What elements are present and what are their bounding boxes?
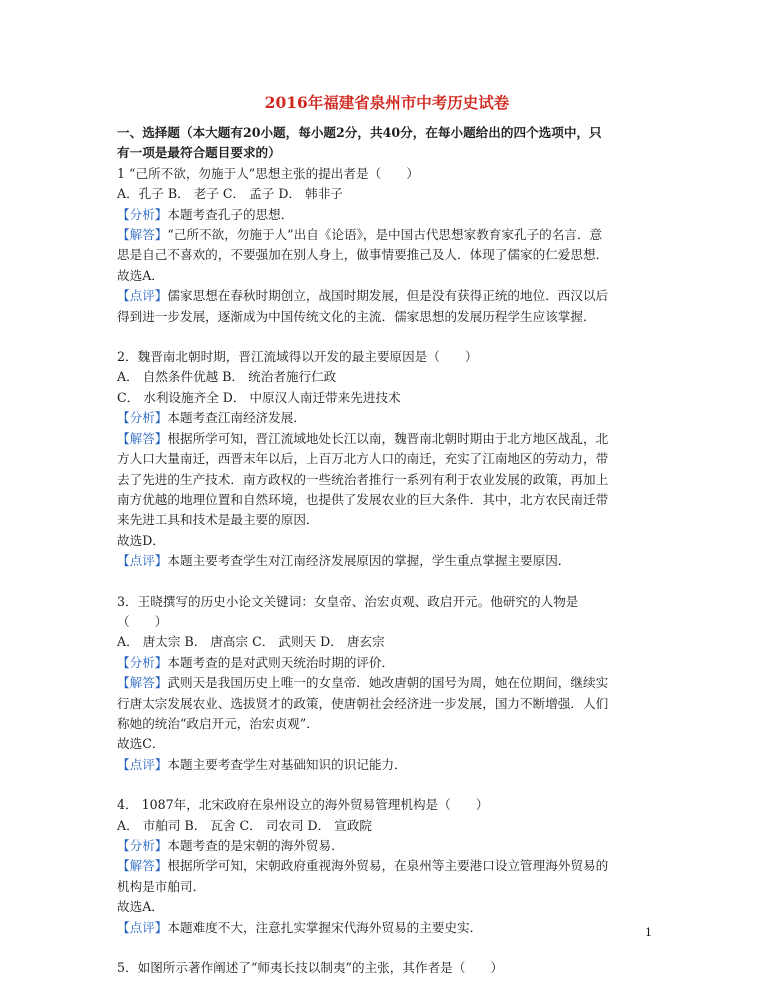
section-heading-line-2: 有一项是最符合题目要求的） (117, 145, 281, 161)
question-options: A． 市舶司 B． 瓦舍 C． 司农司 D． 宣政院 (117, 817, 373, 833)
analysis-text: 本题考查江南经济发展． (167, 410, 306, 426)
answer-tag: 【解答】 (117, 858, 168, 874)
analysis-line (117, 836, 657, 856)
answer-line (117, 510, 657, 530)
answer-text: 南方优越的地理位置和自然环境，也提供了发展农业的巨大条件．其中，北方农民南迁带 (117, 491, 609, 507)
answer-line (117, 490, 657, 510)
question-list (117, 164, 657, 958)
answer-line (117, 245, 657, 265)
comment-line (117, 755, 657, 775)
question-stem: 2．魏晋南北朝时期，晋江流域得以开发的最主要原因是（ ） (117, 349, 478, 365)
analysis-tag: 【分析】 (117, 206, 168, 222)
question-block (117, 592, 657, 796)
answer-line (117, 470, 657, 490)
comment-line (117, 307, 657, 327)
question-stem: 4． 1087年，北宋政府在泉州设立的海外贸易管理机构是（ ） (117, 797, 489, 813)
answer-line (117, 673, 657, 693)
answer-tag: 【解答】 (117, 430, 168, 446)
analysis-line (117, 205, 657, 225)
answer-line (117, 429, 657, 449)
analysis-tag: 【分析】 (117, 410, 168, 426)
comment-line (117, 286, 657, 306)
answer-text: 根据所学可知，晋江流域地处长江以南，魏晋南北朝时期由于北方地区战乱，北 (167, 430, 609, 446)
question-options: A． 唐太宗 B． 唐高宗 C． 武则天 D． 唐玄宗 (117, 634, 385, 650)
question-spacer (117, 938, 657, 958)
answer-text: 根据所学可知，宋朝政府重视海外贸易，在泉州等主要港口设立管理海外贸易的 (167, 858, 609, 874)
answer-text: 来先进工具和技术是最主要的原因． (117, 512, 319, 528)
answer-tag: 【解答】 (117, 675, 168, 691)
answer-text: 思是自己不喜欢的，不要强加在别人身上，做事情要推己及人．体现了儒家的仁爱思想． (117, 247, 609, 263)
comment-text: 得到进一步发展，逐渐成为中国传统文化的主流．儒家思想的发展历程学生应该掌握． (117, 308, 596, 324)
comment-text: 本题主要考查学生对基础知识的识记能力． (167, 756, 407, 772)
question-5-stem: 5．如图所示著作阐述了“师夷长技以制夷”的主张，其作者是（ ） (117, 960, 504, 976)
analysis-text: 本题考查的是宋朝的海外贸易． (167, 838, 344, 853)
question-options: C． 水利设施齐全 D． 中原汉人南迁带来先进技术 (117, 389, 401, 405)
comment-tag: 【点评】 (117, 288, 168, 304)
analysis-text: 本题考查孔子的思想． (167, 206, 294, 222)
question-block (117, 347, 657, 591)
comment-text: 本题主要考查学生对江南经济发展原因的掌握，学生重点掌握主要原因． (167, 553, 571, 569)
analysis-text: 本题考查的是对武则天统治时期的评价． (167, 654, 395, 670)
answer-line (117, 714, 657, 734)
page-content (117, 92, 657, 978)
answer-choice: 故选A． (117, 267, 164, 283)
section-heading-line-1: 一、选择题（本大题有20小题，每小题2分，共40分，在每小题给出的四个选项中，只 (117, 125, 602, 140)
question-block (117, 164, 657, 347)
question-stem: 1 “己所不欲，勿施于人”思想主张的提出者是（ ） (117, 165, 419, 181)
answer-line (117, 856, 657, 876)
question-options: A．孔子 B． 老子 C． 孟子 D． 韩非子 (117, 186, 343, 202)
question-spacer (117, 327, 657, 347)
answer-line (117, 449, 657, 469)
analysis-tag: 【分析】 (117, 654, 168, 670)
answer-text: 武则天是我国历史上唯一的女皇帝．她改唐朝的国号为周，她在位期间，继续实 (167, 675, 609, 691)
answer-text: 称她的统治“政启开元，治宏贞观”． (117, 715, 319, 731)
comment-text: 儒家思想在春秋时期创立，战国时期发展，但是没有获得正统的地位．西汉以后 (167, 288, 609, 304)
answer-line (117, 225, 657, 245)
answer-text: 去了先进的生产技术．南方政权的一些统治者推行一系列有利于农业发展的政策，再加上 (117, 471, 609, 487)
comment-tag: 【点评】 (117, 756, 168, 772)
question-block (117, 795, 657, 958)
question-stem: 3．王晓撰写的历史小论文关键词：女皇帝、治宏贞观、政启开元。他研究的人物是 (117, 593, 579, 609)
question-spacer (117, 775, 657, 795)
analysis-line (117, 408, 657, 428)
comment-tag: 【点评】 (117, 553, 168, 569)
comment-line (117, 918, 657, 938)
analysis-line (117, 653, 657, 673)
answer-tag: 【解答】 (117, 227, 168, 243)
answer-text: 机构是市舶司． (117, 878, 206, 894)
question-stem: （ ） (117, 613, 168, 629)
analysis-tag: 【分析】 (117, 838, 168, 853)
answer-choice: 故选A． (117, 899, 164, 915)
comment-tag: 【点评】 (117, 919, 168, 935)
comment-text: 本题难度不大，注意扎实掌握宋代海外贸易的主要史实． (167, 919, 483, 935)
page-number: 1 (645, 926, 652, 939)
answer-choice: 故选C． (117, 736, 165, 752)
question-options: A． 自然条件优越 B． 统治者施行仁政 (117, 369, 337, 385)
answer-line (117, 877, 657, 897)
comment-line (117, 551, 657, 571)
answer-text: 行唐太宗发展农业、选拔贤才的政策，使唐朝社会经济进一步发展，国力不断增强．人们 (117, 695, 609, 711)
answer-choice: 故选D． (117, 532, 165, 548)
answer-text: 方人口大量南迁，西晋末年以后，上百万北方人口的南迁，充实了江南地区的劳动力，带 (117, 451, 609, 467)
page-title: 2016年福建省泉州市中考历史试卷 (264, 93, 510, 112)
question-spacer (117, 572, 657, 592)
answer-text: “己所不欲，勿施于人”出自《论语》，是中国古代思想家教育家孔子的名言．意 (167, 227, 603, 243)
answer-line (117, 694, 657, 714)
